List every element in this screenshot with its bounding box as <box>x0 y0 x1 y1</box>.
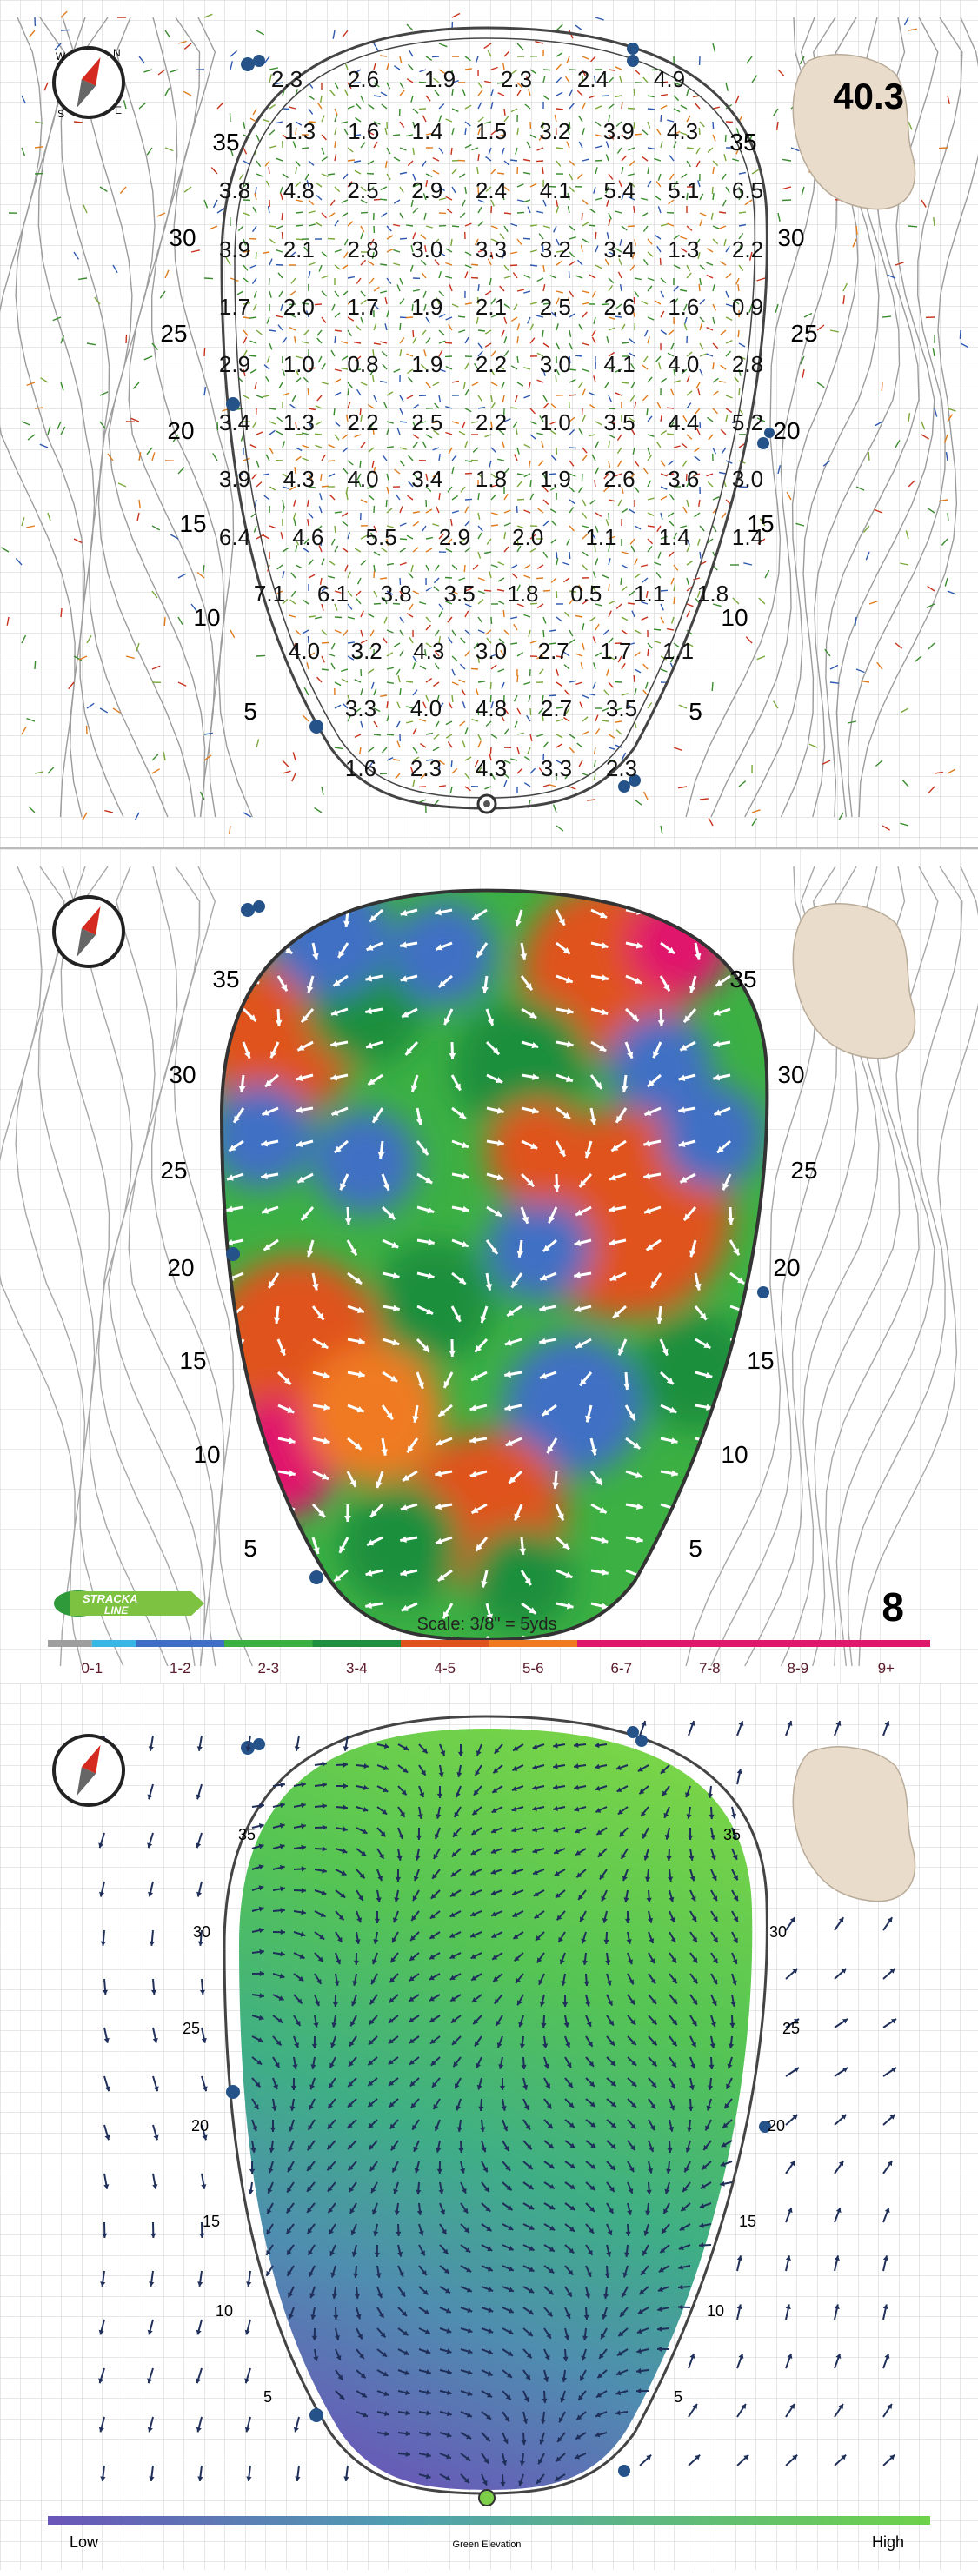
slope-value: 2.4 <box>576 66 609 92</box>
yard-label-left: 30 <box>192 1923 211 1941</box>
slope-value: 3.4 <box>603 236 635 262</box>
slope-value: 3.9 <box>218 466 251 492</box>
slope-value: 2.2 <box>731 236 764 262</box>
yard-label-left: 35 <box>212 129 240 156</box>
slope-value: 4.0 <box>288 638 321 664</box>
yard-label-right: 30 <box>777 1061 805 1088</box>
slope-value: 5.1 <box>668 177 700 203</box>
slope-value: 6.1 <box>316 581 349 607</box>
slope-value: 1.6 <box>344 755 377 781</box>
yard-label-right: 20 <box>773 1254 801 1281</box>
slope-value: 1.6 <box>348 118 380 144</box>
slope-value: 1.0 <box>539 409 571 435</box>
slope-value: 3.2 <box>539 118 571 144</box>
yard-label-right: 35 <box>729 129 757 156</box>
pin-marker <box>478 795 496 813</box>
legend-label: 6-7 <box>610 1660 633 1676</box>
yard-label-left: 10 <box>193 1441 221 1468</box>
legend-swatch <box>577 1640 666 1647</box>
slope-value: 2.6 <box>603 466 635 492</box>
compass-icon <box>54 47 123 120</box>
slope-value: 2.6 <box>347 66 380 92</box>
slope-value: 2.5 <box>347 177 379 203</box>
slope-value: 5.5 <box>365 524 397 550</box>
yard-label-left: 5 <box>243 698 257 725</box>
slope-value: 2.2 <box>475 409 508 435</box>
elevation-gradient-bar <box>48 2516 930 2525</box>
svg-text:N: N <box>113 47 121 59</box>
slope-value: 4.3 <box>283 466 315 492</box>
yard-label-right: 10 <box>706 2302 725 2320</box>
slope-value: 3.0 <box>475 638 508 664</box>
slope-value: 0.9 <box>731 294 764 320</box>
slope-value: 1.1 <box>662 638 695 664</box>
yard-label-right: 10 <box>721 1441 748 1468</box>
slope-value: 4.3 <box>475 755 508 781</box>
legend-label: 1-2 <box>170 1660 191 1676</box>
slope-value: 1.4 <box>731 524 764 550</box>
yard-label-right: 25 <box>790 320 818 347</box>
svg-text:S: S <box>57 108 65 120</box>
legend-swatch <box>313 1640 402 1647</box>
legend-label: 9+ <box>877 1660 895 1676</box>
slope-value: 4.0 <box>668 351 700 377</box>
yard-label-right: 30 <box>768 1923 788 1941</box>
slope-value: 3.2 <box>539 236 571 262</box>
yard-label-right: 10 <box>721 604 748 631</box>
slope-value: 4.0 <box>347 466 379 492</box>
slope-value: 2.3 <box>270 66 303 92</box>
yard-label-left: 30 <box>169 1061 196 1088</box>
slope-value: 3.4 <box>218 409 251 435</box>
yard-label-right: 5 <box>689 1535 702 1562</box>
yard-label-right: 20 <box>767 2117 786 2134</box>
slope-value: 1.9 <box>411 294 443 320</box>
green-elevation-map <box>0 1683 978 2570</box>
slope-value: 6.4 <box>218 524 251 550</box>
yard-label-left: 10 <box>193 604 221 631</box>
legend-swatch <box>136 1640 225 1647</box>
yard-label-right: 25 <box>782 2020 801 2037</box>
slope-value: 0.5 <box>570 581 602 607</box>
slope-value: 4.9 <box>653 66 686 92</box>
slope-value: 1.1 <box>585 524 617 550</box>
slope-value: 6.5 <box>731 177 764 203</box>
slope-value: 1.9 <box>539 466 571 492</box>
yard-label-right: 15 <box>738 2213 757 2230</box>
yard-label-right: 35 <box>729 966 757 993</box>
slope-value: 2.1 <box>283 236 315 262</box>
slope-value: 3.0 <box>539 351 571 377</box>
slope-value: 4.8 <box>475 695 508 721</box>
slope-value: 1.3 <box>283 409 315 435</box>
slope-value: 4.1 <box>539 177 571 203</box>
slope-value: 1.7 <box>600 638 632 664</box>
slope-value: 4.6 <box>292 524 324 550</box>
slope-value: 1.3 <box>668 236 700 262</box>
elevation-caption: Green Elevation <box>452 2539 522 2550</box>
svg-text:W: W <box>56 50 66 63</box>
yard-label-right: 30 <box>777 224 805 251</box>
compass-icon <box>54 897 123 966</box>
slope-value: 2.3 <box>500 66 533 92</box>
yard-label-left: 20 <box>167 1254 195 1281</box>
slope-value: 4.8 <box>283 177 315 203</box>
slope-value: 3.9 <box>602 118 635 144</box>
slope-value: 2.1 <box>475 294 508 320</box>
yard-label-right: 15 <box>747 1347 775 1374</box>
slope-value: 1.8 <box>475 466 508 492</box>
slope-value: 2.5 <box>539 294 571 320</box>
slope-heatmap <box>0 849 978 1683</box>
elevation-high-label: High <box>871 2533 904 2551</box>
legend-swatch <box>842 1640 931 1647</box>
slope-value: 1.8 <box>507 581 539 607</box>
yard-label-right: 20 <box>773 417 801 444</box>
yard-label-left: 15 <box>179 510 207 537</box>
yard-label-left: 25 <box>182 2020 201 2037</box>
slope-value: 2.7 <box>537 638 569 664</box>
slope-value: 3.5 <box>443 581 476 607</box>
slope-value: 3.6 <box>668 466 700 492</box>
yard-label-left: 15 <box>179 1347 207 1374</box>
slope-value: 1.8 <box>696 581 729 607</box>
yard-label-right: 35 <box>722 1826 742 1843</box>
legend-label: 8-9 <box>787 1660 809 1676</box>
slope-value: 1.9 <box>411 351 443 377</box>
slope-value: 5.2 <box>731 409 764 435</box>
slope-value: 3.9 <box>218 236 251 262</box>
slope-value: 1.7 <box>218 294 251 320</box>
slope-value: 3.0 <box>411 236 443 262</box>
slope-value: 1.4 <box>658 524 690 550</box>
slope-value: 3.3 <box>475 236 508 262</box>
legend-swatch <box>224 1640 313 1647</box>
yard-label-left: 35 <box>212 966 240 993</box>
svg-text:E: E <box>115 104 123 116</box>
slope-value: 0.8 <box>347 351 379 377</box>
slope-value: 7.1 <box>253 581 286 607</box>
slope-value: 3.3 <box>540 755 573 781</box>
yard-label-left: 5 <box>263 2388 273 2406</box>
yard-label-left: 25 <box>160 1157 188 1184</box>
slope-value: 1.0 <box>283 351 315 377</box>
legend-label: 0-1 <box>81 1660 103 1676</box>
pin-marker <box>479 2490 495 2506</box>
slope-value: 3.3 <box>344 695 377 721</box>
legend-label: 4-5 <box>434 1660 456 1676</box>
slope-value: 2.6 <box>603 294 635 320</box>
yard-label-left: 15 <box>202 2213 221 2230</box>
slope-value: 2.8 <box>347 236 379 262</box>
slope-value: 3.2 <box>350 638 383 664</box>
svg-text:STRACKA: STRACKA <box>83 1592 138 1605</box>
slope-value: 2.5 <box>411 409 443 435</box>
yard-label-left: 35 <box>237 1826 256 1843</box>
slope-value: 3.8 <box>218 177 251 203</box>
slope-value: 1.4 <box>411 118 443 144</box>
slope-value: 2.0 <box>512 524 544 550</box>
elevation-low-label: Low <box>70 2533 99 2551</box>
legend-label: 2-3 <box>257 1660 280 1676</box>
legend-swatch <box>666 1640 755 1647</box>
slope-value: 3.0 <box>731 466 764 492</box>
slope-value: 2.9 <box>438 524 470 550</box>
slope-value: 1.7 <box>347 294 379 320</box>
yard-label-left: 20 <box>167 417 195 444</box>
slope-value: 4.4 <box>668 409 700 435</box>
yard-label-right: 5 <box>689 698 702 725</box>
slope-value: 1.1 <box>634 581 666 607</box>
compass-icon <box>54 1736 123 1805</box>
slope-value: 4.3 <box>413 638 445 664</box>
slope-value: 3.4 <box>411 466 443 492</box>
legend-swatch <box>489 1640 578 1647</box>
slope-value: 3.5 <box>603 409 635 435</box>
hole-number: 8 <box>882 1584 904 1630</box>
yard-label-left: 10 <box>215 2302 234 2320</box>
slope-value: 3.5 <box>605 695 638 721</box>
yard-label-left: 25 <box>160 320 188 347</box>
slope-value: 3.8 <box>380 581 412 607</box>
slope-value: 1.9 <box>423 66 456 92</box>
slope-value: 2.2 <box>475 351 508 377</box>
yard-label-right: 25 <box>790 1157 818 1184</box>
yard-label-right: 15 <box>747 510 775 537</box>
slope-percentage-map <box>0 0 978 847</box>
slope-value: 2.2 <box>347 409 379 435</box>
slope-value: 4.1 <box>603 351 635 377</box>
legend-swatch <box>754 1640 842 1647</box>
slope-value: 1.6 <box>668 294 700 320</box>
legend-swatch <box>92 1640 136 1647</box>
yard-label-right: 5 <box>673 2388 683 2406</box>
slope-value: 2.0 <box>283 294 315 320</box>
slope-value: 2.9 <box>411 177 443 203</box>
slope-value: 1.3 <box>283 118 316 144</box>
slope-value: 5.4 <box>603 177 635 203</box>
slope-value: 2.9 <box>218 351 251 377</box>
slope-value: 4.3 <box>666 118 699 144</box>
slope-value: 2.3 <box>605 755 638 781</box>
legend-swatch <box>401 1640 489 1647</box>
slope-value: 1.5 <box>475 118 508 144</box>
stracka-line-logo <box>54 1590 204 1617</box>
total-slope-value: 40.3 <box>833 76 904 116</box>
slope-value: 2.3 <box>409 755 442 781</box>
legend-swatch <box>48 1640 92 1647</box>
scale-label: Scale: 3/8" = 5yds <box>416 1615 557 1634</box>
slope-value: 4.0 <box>409 695 442 721</box>
yard-label-left: 5 <box>243 1535 257 1562</box>
legend-label: 3-4 <box>346 1660 368 1676</box>
svg-text:LINE: LINE <box>104 1604 129 1617</box>
slope-value: 2.8 <box>731 351 764 377</box>
slope-value: 2.7 <box>540 695 573 721</box>
legend-label: 5-6 <box>522 1660 544 1676</box>
legend-label: 7-8 <box>699 1660 721 1676</box>
yard-label-left: 30 <box>169 224 196 251</box>
yard-label-left: 20 <box>190 2117 210 2134</box>
slope-value: 2.4 <box>475 177 508 203</box>
